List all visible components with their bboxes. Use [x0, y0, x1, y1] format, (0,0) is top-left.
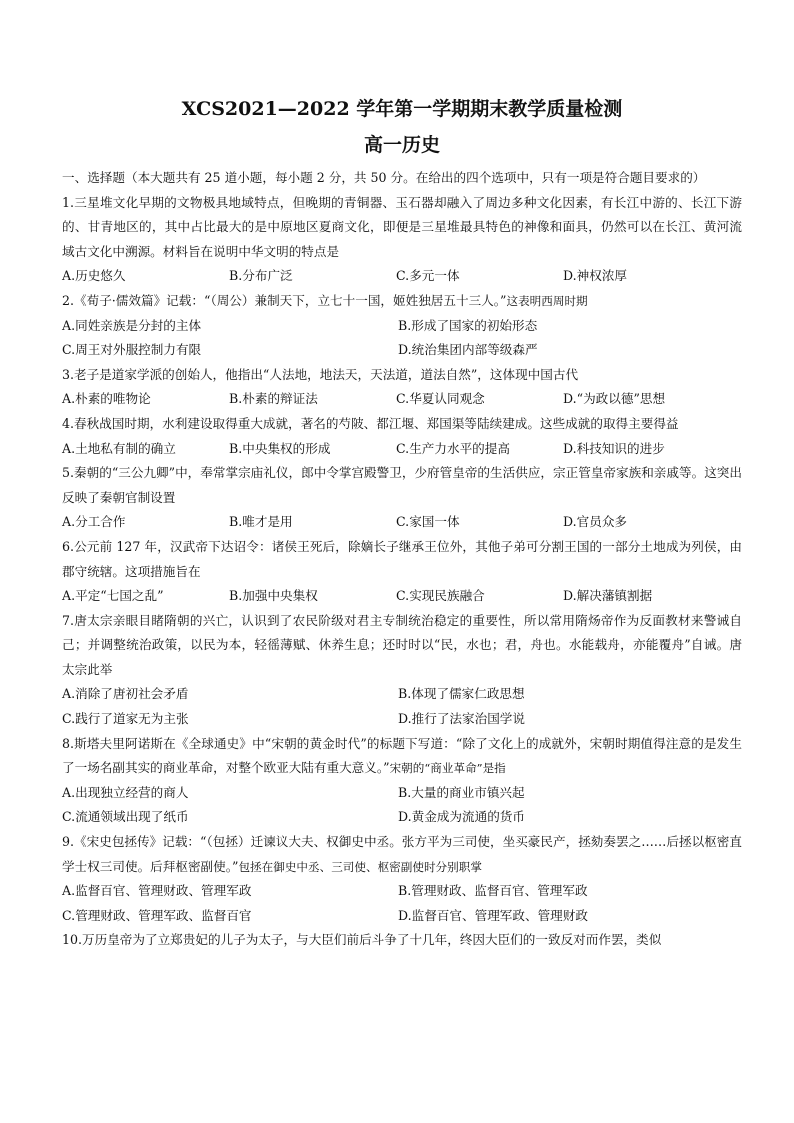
- option-c: C.多元一体: [396, 268, 460, 284]
- option-c: C.周王对外服控制力有限: [62, 342, 202, 358]
- option-c: C.实现民族融合: [396, 588, 485, 604]
- question-2-prompt: 这表明西周时期: [506, 293, 588, 308]
- question-4-options: [62, 437, 742, 462]
- question-1-options: [62, 264, 742, 289]
- option-c: C.华夏认同观念: [396, 391, 485, 407]
- option-b: B.管理财政、监督百官、管理军政: [398, 883, 588, 899]
- option-c: C.流通领域出现了纸币: [62, 809, 189, 825]
- option-d: D.监督百官、管理军政、管理财政: [398, 907, 588, 923]
- option-d: D.统治集团内部等级森严: [398, 342, 538, 358]
- question-9-options: [62, 879, 742, 928]
- question-7-options: [62, 682, 742, 731]
- question-5-options: [62, 510, 742, 535]
- option-d: D.推行了法家治国学说: [398, 711, 525, 727]
- question-2-stem: [62, 289, 742, 314]
- question-3-options: [62, 387, 742, 412]
- option-b: B.朴素的辩证法: [229, 391, 318, 407]
- option-d: D.官员众多: [563, 514, 628, 530]
- option-d: D.解决藩镇割据: [563, 588, 653, 604]
- option-b: B.分布广泛: [229, 268, 293, 284]
- question-2-options: [62, 314, 742, 363]
- option-a: A.监督百官、管理财政、管理军政: [62, 883, 252, 899]
- question-8-stem: [62, 732, 742, 781]
- question-1-stem: 1.三星堆文化早期的文物极具地域特点，但晚期的青铜器、玉石器却融入了周边多种文化因素，有长江中游的、长江下游的、甘青地区的，其中占比最大的是中原地区夏商文化，即便是三星堆最具特色的神像和面具，仍然可以在长江、黄河流域古文化中溯源。材料旨在说明中华文明的特点是: [62, 194, 742, 259]
- question-7-stem: 7.唐太宗亲眼目睹隋朝的兴亡，认识到了农民阶级对君主专制统治稳定的重要性，所以常用隋炀帝作为反面教材来警诫自己；并调整统治政策，以民为本，轻徭薄赋、休养生息；还时时以“民，水也；君，舟也。水能载舟，亦能覆舟”自诫。唐太宗此举: [62, 612, 742, 677]
- option-d: D.黄金成为流通的货币: [398, 809, 525, 825]
- exam-page: [62, 96, 742, 953]
- question-5-stem: 5.秦朝的“三公九卿”中，奉常掌宗庙礼仪，郎中令掌宫殿警卫，少府管皇帝的生活供应，宗正管皇帝家族和亲戚等。这突出反映了秦朝官制设置: [62, 465, 742, 505]
- option-c: C.践行了道家无为主张: [62, 711, 189, 727]
- option-d: D.“为政以德”思想: [563, 391, 666, 407]
- option-a: A.出现独立经营的商人: [62, 784, 189, 800]
- option-b: B.加强中央集权: [229, 588, 318, 604]
- question-9-prompt: 包拯在御史中丞、三司使、枢密副使时分别职掌: [238, 859, 482, 874]
- question-6-stem: 6.公元前 127 年，汉武帝下达诏令：诸侯王死后，除嫡长子继承王位外，其他子弟可分割王国的一部分土地成为列侯，由郡守统辖。这项措施旨在: [62, 538, 742, 579]
- option-a: A.消除了唐初社会矛盾: [62, 686, 189, 702]
- question-8-options: [62, 781, 742, 830]
- option-d: D.科技知识的进步: [563, 440, 665, 456]
- option-a: A.朴素的唯物论: [62, 391, 151, 407]
- section-heading: 一、选择题（本大题共有 25 道小题，每小题 2 分，共 50 分。在给出的四个选项中，只有一项是符合题目要求的）: [62, 170, 706, 185]
- exam-subject: 高一历史: [363, 134, 440, 156]
- question-2-text: 2.《荀子·儒效篇》记载：“（周公）兼制天下，立七十一国，姬姓独居五十三人。”: [62, 292, 507, 308]
- question-6-options: [62, 584, 742, 609]
- option-b: B.中央集权的形成: [229, 440, 331, 456]
- option-a: A.土地私有制的确立: [62, 440, 176, 456]
- option-c: C.家国一体: [396, 514, 460, 530]
- question-10-stem: 10.万历皇帝为了立郑贵妃的儿子为太子，与大臣们前后斗争了十几年，终因大臣们的一致反对而作罢，类似: [62, 932, 662, 948]
- option-c: C.管理财政、管理军政、监督百官: [62, 907, 252, 923]
- question-3-stem: 3.老子是道家学派的创始人，他指出“人法地，地法天，天法道，道法自然”，这体现中国古代: [62, 366, 579, 382]
- option-d: D.神权浓厚: [563, 268, 628, 284]
- option-a: A.分工合作: [62, 514, 126, 530]
- question-9-text: 9.《宋史包拯传》记载：“（包拯）迁谏议大夫、权御史中丞。张方平为三司使，坐买豪民产，拯劾奏罢之……后拯以枢密直学士权三司使。后拜枢密副使。”: [62, 834, 742, 874]
- question-8-prompt: 宋朝的“商业革命”是指: [389, 761, 506, 776]
- option-b: B.形成了国家的初始形态: [398, 317, 538, 333]
- option-a: A.平定“七国之乱”: [62, 588, 164, 604]
- option-a: A.同姓亲族是分封的主体: [62, 317, 202, 333]
- option-b: B.大量的商业市镇兴起: [398, 784, 525, 800]
- option-b: B.唯才是用: [229, 514, 293, 530]
- question-9-stem: [62, 830, 742, 879]
- option-a: A.历史悠久: [62, 268, 126, 284]
- option-c: C.生产力水平的提高: [396, 440, 510, 456]
- question-4-stem: 4.春秋战国时期，水利建设取得重大成就，著名的芍陂、都江堰、郑国渠等陆续建成。这些成就的取得主要得益: [62, 415, 679, 431]
- option-b: B.体现了儒家仁政思想: [398, 686, 525, 702]
- question-8-text: 8.斯塔夫里阿诺斯在《全球通史》中“宋朝的黄金时代”的标题下写道：“除了文化上的成就外，宋朝时期值得注意的是发生了一场名副其实的商业革命，对整个欧亚大陆有重大意义。”: [62, 735, 742, 776]
- exam-title: XCS2021—2022 学年第一学期期末教学质量检测: [181, 98, 623, 120]
